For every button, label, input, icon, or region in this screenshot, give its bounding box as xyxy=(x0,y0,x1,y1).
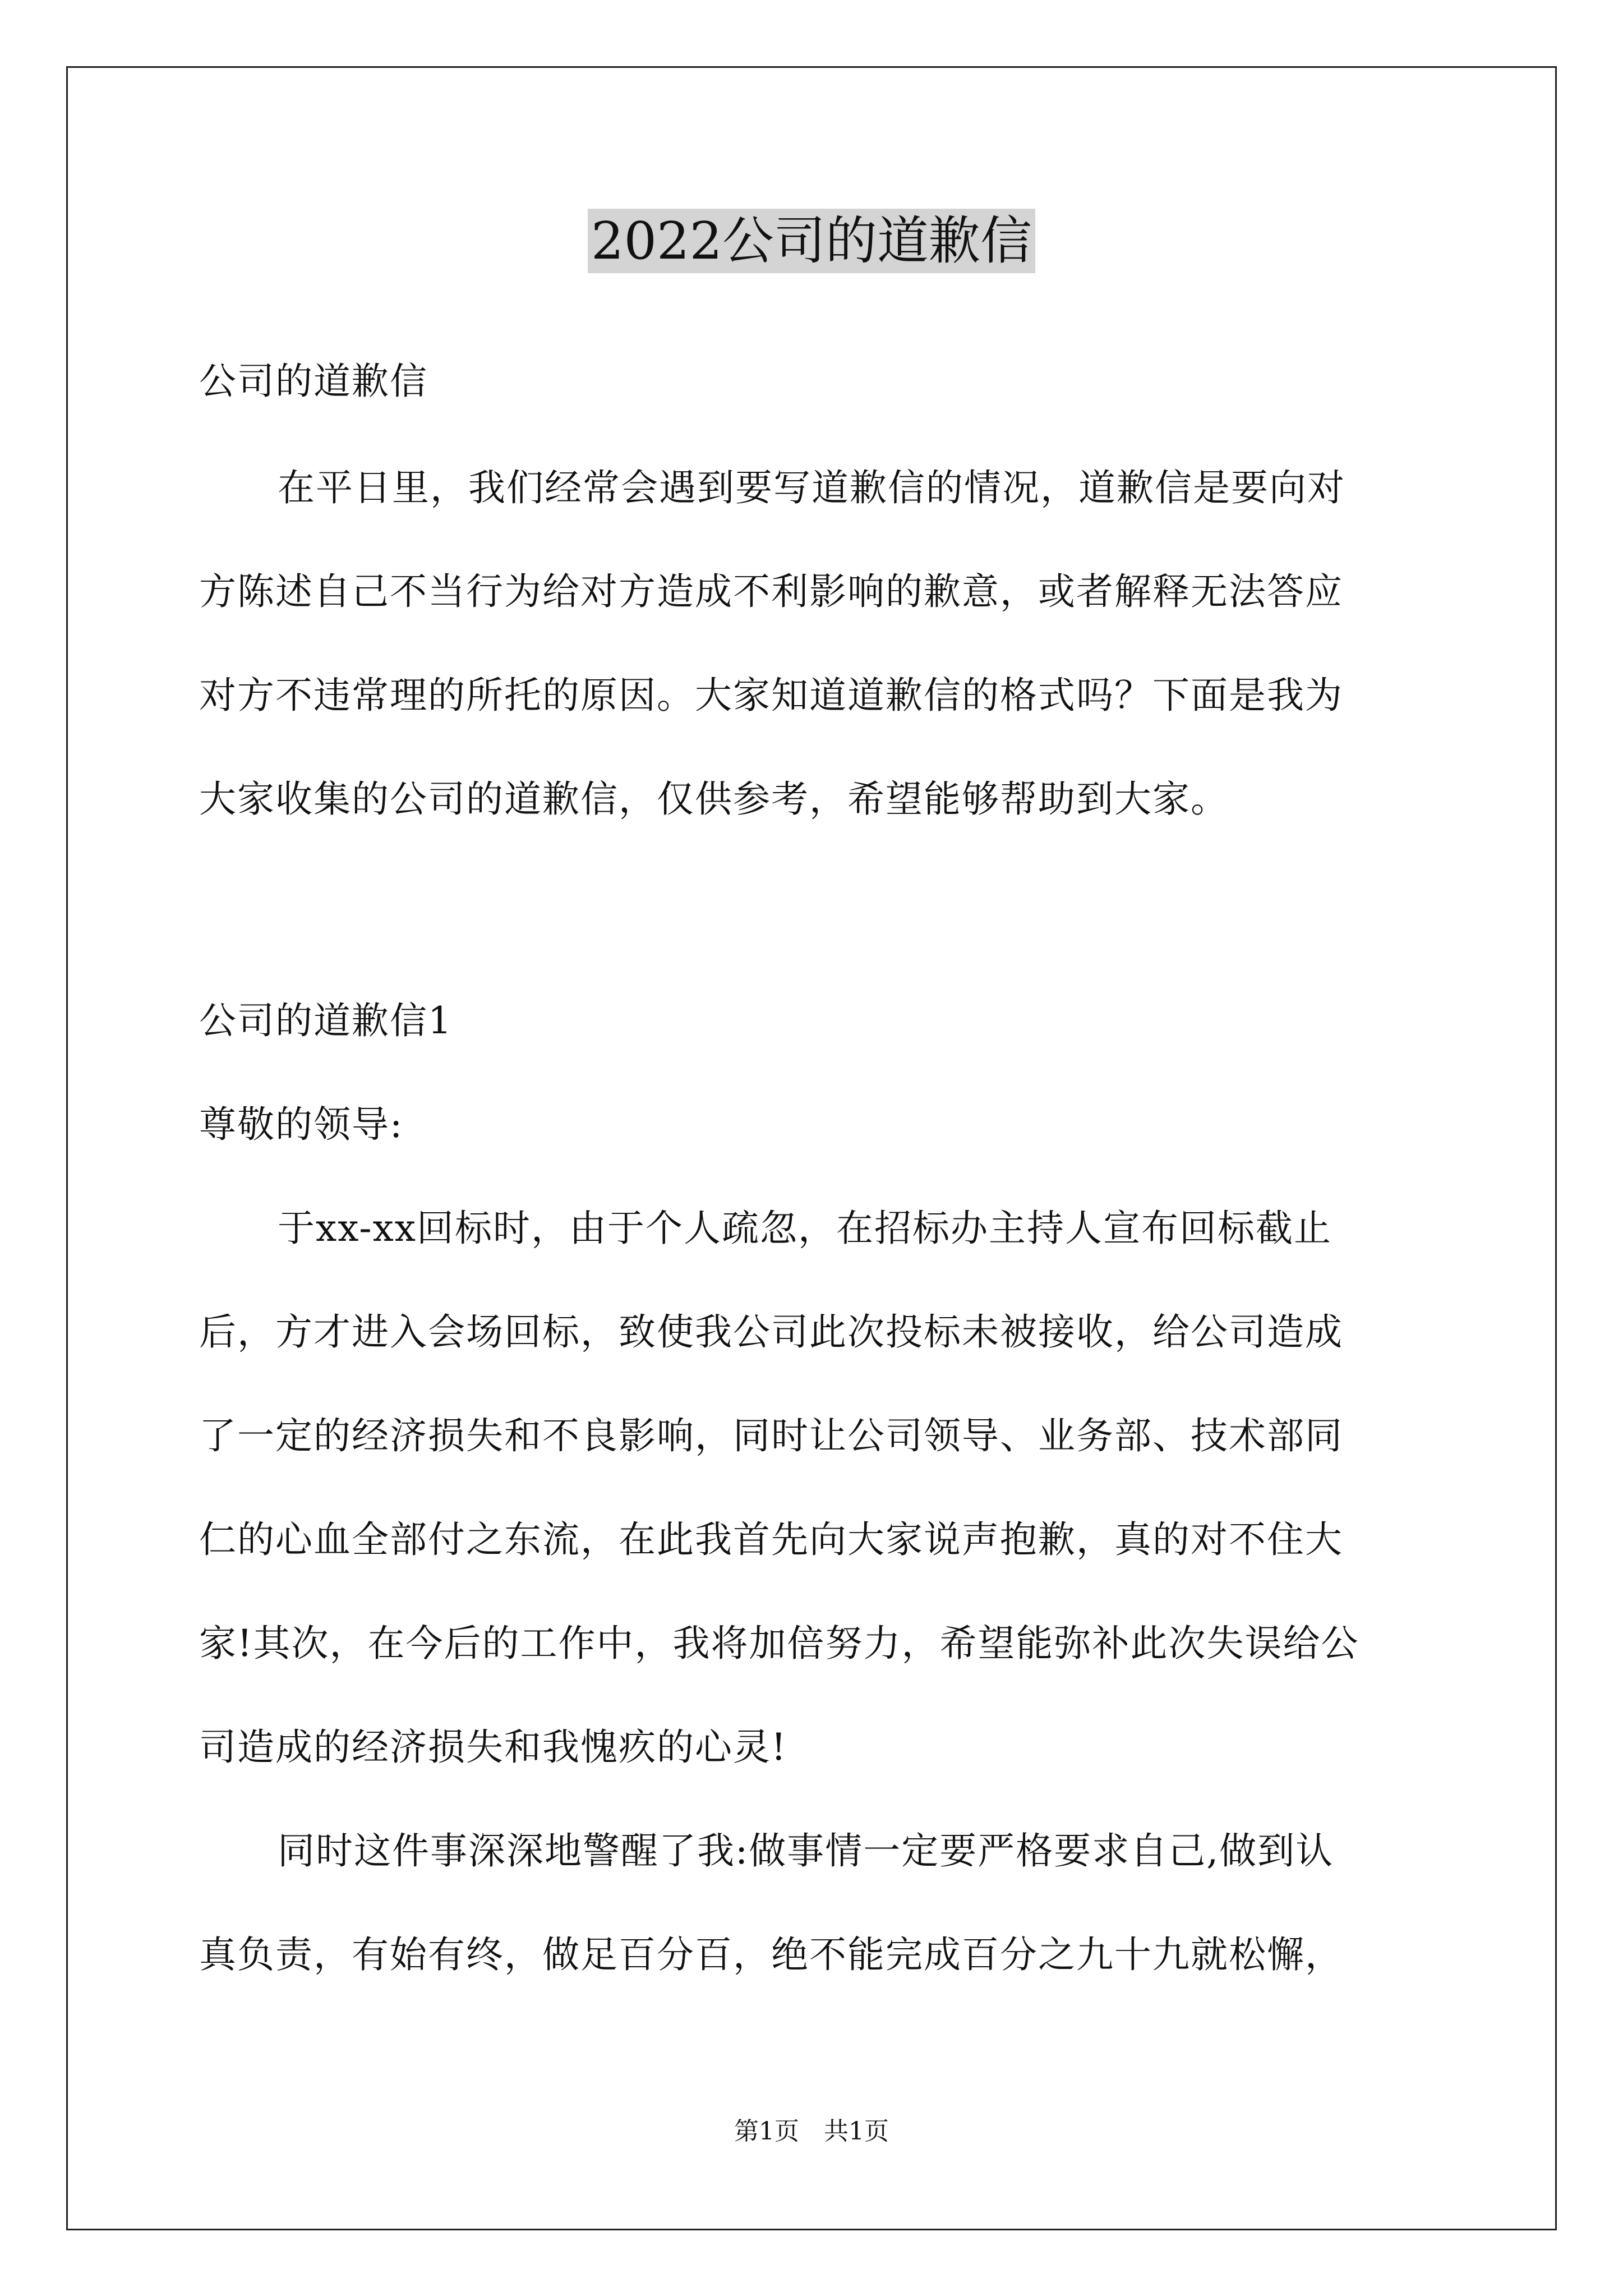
letter-salutation: 尊敬的领导: xyxy=(199,1103,404,1146)
letter-heading: 公司的道歉信1 xyxy=(199,999,453,1042)
letter-line: 于xx-xx回标时，由于个人疏忽，在招标办主持人宣布回标截止 xyxy=(278,1207,1332,1250)
letter-line: 同时这件事深深地警醒了我:做事情一定要严格要求自己,做到认 xyxy=(278,1829,1334,1872)
letter-line: 家!其次，在今后的工作中，我将加倍努力，希望能弥补此次失误给公 xyxy=(199,1622,1359,1665)
intro-line: 方陈述自己不当行为给对方造成不利影响的歉意，或者解释无法答应 xyxy=(199,570,1343,613)
document-title-text: 2022公司的道歉信 xyxy=(588,209,1035,273)
intro-heading: 公司的道歉信 xyxy=(199,360,428,403)
document-title xyxy=(0,208,1623,275)
letter-line: 仁的心血全部付之东流，在此我首先向大家说声抱歉，真的对不住大 xyxy=(199,1518,1343,1561)
letter-line: 司造成的经济损失和我愧疚的心灵! xyxy=(199,1726,787,1769)
letter-line: 了一定的经济损失和不良影响，同时让公司领导、业务部、技术部同 xyxy=(199,1414,1343,1457)
intro-line: 对方不违常理的所托的原因。大家知道道歉信的格式吗？下面是我为 xyxy=(199,674,1343,717)
page-number: 第1页 共1页 xyxy=(734,2117,889,2146)
letter-line: 真负责，有始有终，做足百分百，绝不能完成百分之九十九就松懈， xyxy=(199,1933,1343,1976)
intro-line: 在平日里，我们经常会遇到要写道歉信的情况，道歉信是要向对 xyxy=(278,466,1345,509)
intro-line: 大家收集的公司的道歉信，仅供参考，希望能够帮助到大家。 xyxy=(199,777,1229,821)
letter-line: 后，方才进入会场回标，致使我公司此次投标未被接收，给公司造成 xyxy=(199,1310,1343,1354)
